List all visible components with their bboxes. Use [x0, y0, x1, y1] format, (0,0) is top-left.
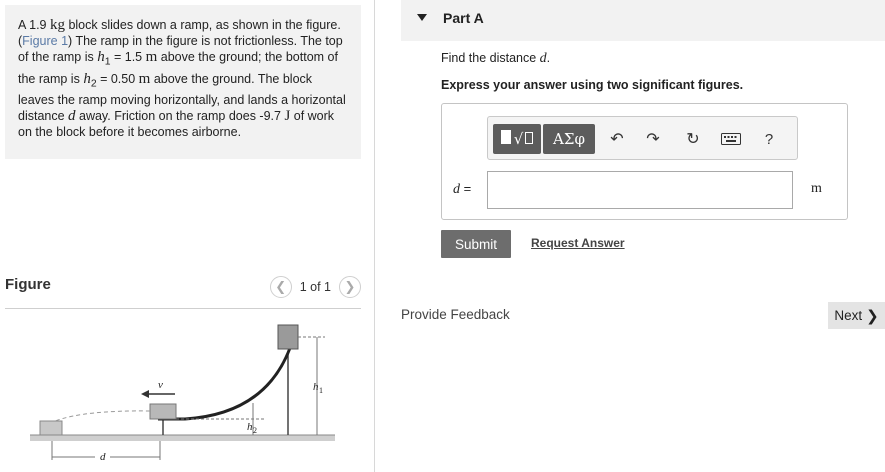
chevron-left-icon: ❮	[275, 279, 287, 294]
reset-icon: ↻	[686, 131, 700, 148]
part-title: Part A	[443, 10, 484, 26]
ground	[30, 435, 335, 441]
figure-link[interactable]: Figure 1	[22, 34, 69, 48]
figure-title: Figure	[5, 276, 51, 293]
figure-next-button[interactable]	[339, 276, 361, 298]
block-top	[278, 325, 298, 349]
undo-icon: ↶	[610, 131, 624, 148]
provide-feedback-link[interactable]: Provide Feedback	[401, 307, 510, 322]
problem-statement: A 1.9 kg block slides down a ramp, as shown in the figure. (Figure 1) The ramp in the figure is not frictionless. The top of the ramp is $h_1 = 1.5$ m above the ground; the bottom of the ramp is $h_2 = 0.50$ m above the ground. The block leaves the ramp moving horizontally, and lands a horizontal distance d away. Friction on the ramp does -9.7 J of work on the block before it becomes airborne.	[5, 5, 361, 159]
h2-symbol: h	[83, 70, 91, 87]
answer-input[interactable]	[487, 171, 793, 209]
h1-symbol: h	[97, 49, 105, 65]
svg-text:1: 1	[319, 386, 323, 395]
question-text: Find the distance d.	[441, 51, 551, 66]
help-button[interactable]: ?	[764, 130, 774, 148]
figure-pager	[270, 276, 361, 298]
keyboard-icon	[721, 133, 741, 145]
figure-header	[5, 272, 361, 308]
h2-label: h	[247, 421, 253, 433]
templates-icon: √	[501, 130, 534, 149]
unit-kg: kg	[49, 17, 65, 33]
submit-button[interactable]: Submit	[441, 230, 511, 258]
redo-button[interactable]	[638, 124, 668, 154]
block-landed	[40, 421, 62, 435]
chevron-right-icon: ❯	[344, 279, 356, 294]
redo-icon: ↷	[646, 131, 660, 148]
figure-prev-button[interactable]	[270, 276, 292, 298]
caret-down-icon[interactable]	[417, 14, 427, 21]
answer-unit: m	[811, 181, 822, 196]
keyboard-button[interactable]	[716, 124, 746, 154]
part-a-header[interactable]	[401, 0, 885, 41]
templates-button[interactable]	[493, 124, 541, 154]
request-answer-link[interactable]: Request Answer	[531, 236, 625, 250]
greek-symbols-button[interactable]: ΑΣφ	[543, 124, 595, 154]
reset-button[interactable]	[678, 124, 708, 154]
undo-button[interactable]	[602, 124, 632, 154]
next-button[interactable]: Next ❯	[828, 302, 885, 329]
ramp-curve	[158, 348, 290, 419]
chevron-right-icon: ❯	[866, 307, 879, 325]
column-divider	[374, 0, 375, 472]
velocity-label: v	[158, 379, 163, 391]
block-ramp-bottom	[150, 404, 176, 419]
math-toolbar	[487, 116, 798, 160]
ramp-figure	[25, 318, 345, 468]
instruction-text: Express your answer using two significant figures.	[441, 78, 744, 92]
velocity-arrow-icon	[141, 390, 149, 398]
answer-panel	[441, 103, 848, 220]
d-symbol: d	[68, 108, 76, 124]
figure-page-count: 1 of 1	[299, 280, 331, 294]
h1-label: h	[313, 381, 319, 393]
trajectory	[55, 411, 150, 421]
d-label-figure: d	[100, 451, 106, 463]
figure-divider	[5, 308, 361, 309]
svg-text:2: 2	[253, 426, 257, 435]
answer-variable-label: d =	[453, 181, 472, 197]
